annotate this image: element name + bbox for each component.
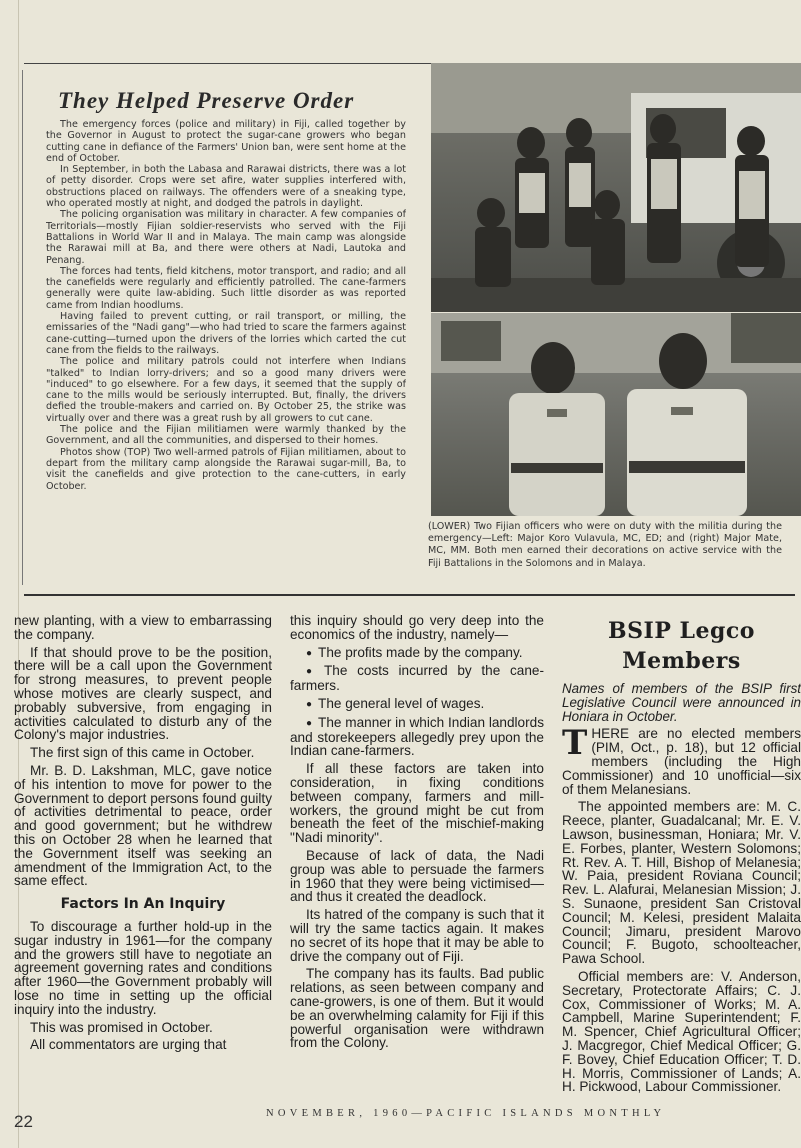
feature-paragraph: In September, in both the Labasa and Rarawai districts, there was a lot of petty disorder. Crops were set afire, water supplies interfered with, obstructions placed on railways. The offenders were of a sneaking type, who operated mostly at night, and dodged the patrols in daylight. xyxy=(46,164,406,210)
page-footer xyxy=(0,1100,801,1148)
photo-militia-patrol xyxy=(431,63,801,312)
paragraph: The company has its faults. Bad public relations, as seen between company and cane-growers, is one of them. But it would be an overwhelming calamity for Fiji if this powerful organisation were withdrawn from the Colony. xyxy=(290,966,544,1051)
feature-paragraph: The police and military patrols could not interfere when Indians "talked" to Indian lorry-drivers; and so a good many drivers were "induced" to go elsewhere. For a few days, it seemed that the supply of cane to the mills would be seriously interrupted. But, finally, the drivers defied the trouble-makers and carried on. By October 25, the strike was virtually over and there was a great rush by all growers to cut cane. xyxy=(46,356,406,424)
article-column-2 xyxy=(290,614,544,1094)
article-column-1 xyxy=(14,614,272,1094)
feature-paragraph: The policing organisation was military in character. A few companies of Territorials—mostly Fijian soldier-reservists who served with the Fiji Battalions in World War II and in Malaya. The main camp was alongside the Rarawai mill at Ba, and there were others at Nadi, Lautoka and Penang. xyxy=(46,209,406,266)
page-number: 22 xyxy=(14,1112,33,1131)
paragraph: This was promised in October. xyxy=(30,1019,213,1035)
feature-paragraph: The forces had tents, field kitchens, motor transport, and radio; and all the canefields were regularly and efficiently patrolled. The cane-farmers generally were quite law-abiding. Such little disorder as was reported came from Indian hoodlums. xyxy=(46,265,406,311)
paragraph: To discourage a further hold-up in the sugar industry in 1961—for the company and the growers still have to negotiate an agreement governing rates and conditions after 1960—the Government probably will lose no time in setting up the official inquiry into the industry. xyxy=(14,918,272,1017)
paragraph xyxy=(562,723,801,797)
feature-title: They Helped Preserve Order xyxy=(58,88,355,113)
paragraph: Official members are: V. Anderson, Secretary, Protectorate Affairs; C. J. Cox, Commissioner of Works; M. A. Campbell, Marine Superintendent; F. M. Spencer, Chief Agricultural Officer; J. Macgregor, Chief Medical Officer; G. F. Bovey, Chief Education Officer; T. D. H. Morris, Commissioner of Lands; A. H. Pickwood, Labour Commissioner. xyxy=(562,968,801,1094)
bullet-item: ● The costs incurred by the cane-farmers. xyxy=(290,664,544,693)
feature-photo-caption-top: Photos show (TOP) Two well-armed patrols of Fijian militiamen, about to depart from the military camp alongside the Rarawai sugar-mill, Ba, to visit the canefields and give protection to the cane-cutters, in early October. xyxy=(46,446,406,492)
subheading: Factors In An Inquiry xyxy=(60,896,226,913)
feature-paragraph: The police and the Fijian militiamen were warmly thanked by the Government, and all the communities, and dispersed to their homes. xyxy=(46,424,406,447)
paragraph: The first sign of this came in October. xyxy=(30,745,255,761)
bsip-intro: Names of members of the BSIP first Legislative Council were announced in Honiara in October. xyxy=(562,681,801,724)
paragraph: If all these factors are taken into consideration, in fixing conditions between company, farmers and mill-workers, the ground might be cut from beneath the feet of the mischief-making "Nadi minority". xyxy=(290,761,544,846)
feature-box-rule xyxy=(22,70,23,585)
paragraph: All commentators are urging that xyxy=(30,1037,227,1053)
paragraph: Because of lack of data, the Nadi group was able to persuade the farmers in 1960 that they were being victimised—and thus it created the deadlock. xyxy=(290,847,544,905)
paragraph: new planting, with a view to embarrassing the company. xyxy=(14,614,272,642)
drop-cap: T xyxy=(562,723,588,764)
feature-paragraph: The emergency forces (police and military) in Fiji, called together by the Governor in August to protect the sugar-cane growers who began cutting cane in defiance of the Farmers' Union ban, were sent home at the end of October. xyxy=(46,119,406,164)
paragraph: Its hatred of the company is such that it will try the same tactics again. It makes no secret of its hope that it may be able to drive the company out of Fiji. xyxy=(290,907,544,964)
feature-photo-caption-lower: (LOWER) Two Fijian officers who were on duty with the militia during the emergency—Left: Major Koro Vulavula, MC, ED; and (right) Major Mate, MC, MM. Both men earned their decorations on active service with the Fiji Battalions in the Solomons and in Malaya. xyxy=(428,521,782,569)
bullet-item: ● The general level of wages. xyxy=(290,697,544,712)
running-footer: NOVEMBER, 1960—PACIFIC ISLANDS MONTHLY xyxy=(266,1108,666,1119)
paragraph: this inquiry should go very deep into the economics of the industry, namely— xyxy=(290,614,544,642)
feature-body xyxy=(46,119,406,585)
paragraph: The appointed members are: M. C. Reece, planter, Guadalcanal; Mr. E. V. Lawson, businessman, Honiara; Mr. V. E. Forbes, planter, Western Solomons; Rt. Rev. A. T. Hill, Bishop of Melanesia; W. Paia, president Roviana Council; Rev. L. Alafurai, Melanesian Mission; J. S. Sunaone, president San Cristoval Council; M. Kelesi, president Malaita Council; Jimaru, president Marovo Council; F. Bugoto, schoolteacher, Pawa School. xyxy=(562,799,801,967)
paragraph: Mr. B. D. Lakshman, MLC, gave notice of his intention to move for power to the Government to deport persons found guilty of activities detrimental to peace, order and good government; but he withdrew this on October 28 when he learned that the Government itself was seeking an amendment of the Immigration Act, to the same effect. xyxy=(14,762,272,889)
paragraph: If that should prove to be the position, there will be a call upon the Government for strong measures, to prevent people whose motives are clearly suspect, and probably subversive, from engaging in activities calculated to disturb any of the Colony's major industries. xyxy=(14,644,272,743)
bsip-headline: BSIP Legco Members xyxy=(608,618,755,674)
photo-fijian-officers xyxy=(431,313,801,516)
article-column-3 xyxy=(562,614,801,1094)
feature-paragraph: Having failed to prevent cutting, or rail transport, or milling, the emissaries of the "Nadi gang"—who had tried to scare the farmers against cane-cutting—turned upon the drivers of the lorries which carted the cut cane from the fields to the railways. xyxy=(46,311,406,356)
bullet-item: ● The manner in which Indian landlords and storekeepers allegedly prey upon the Indian cane-farmers. xyxy=(290,716,544,758)
paragraph-text: HERE are no elected members (PIM, Oct., p. 18), but 12 official members (including the High Commissioner) and 10 unofficial—six of them Melanesians. xyxy=(562,726,801,797)
bullet-item: ● The profits made by the company. xyxy=(290,646,544,661)
